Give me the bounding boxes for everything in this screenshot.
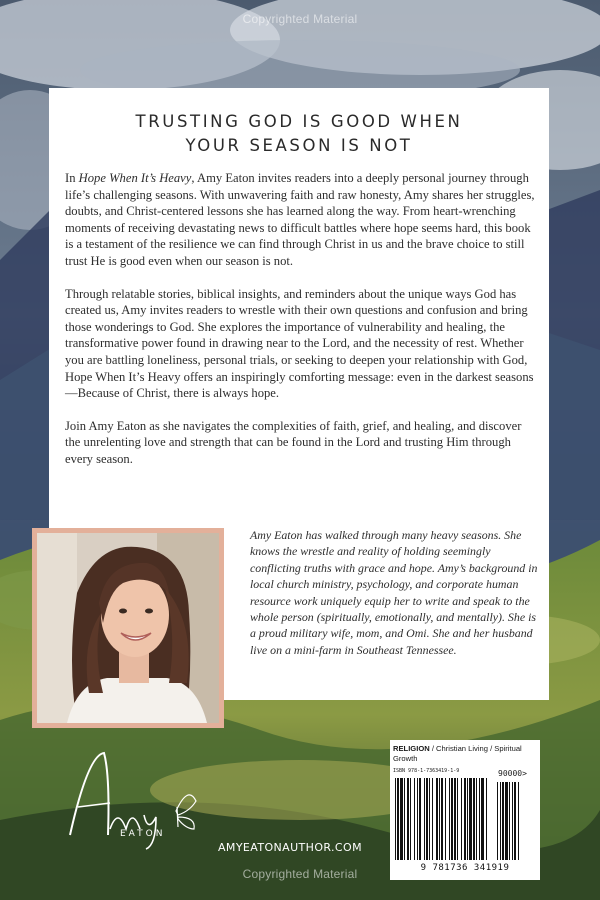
addon-barcode-bar: [509, 782, 510, 860]
barcode-bar: [473, 778, 475, 860]
price-code: 90000>: [498, 769, 527, 778]
barcode-bar: [445, 778, 446, 860]
barcode-bar: [476, 778, 477, 860]
barcode-bar: [395, 778, 396, 860]
barcode-number: 9 781736 341919: [420, 863, 510, 873]
barcode-bar: [404, 778, 405, 860]
book-category: [393, 744, 537, 763]
addon-barcode-bar: [518, 782, 519, 860]
barcode-bar: [467, 778, 468, 860]
barcode-bar: [436, 778, 438, 860]
copyright-watermark-top: Copyrighted Material: [242, 12, 358, 26]
barcode-bar: [439, 778, 440, 860]
barcode-bar: [414, 778, 415, 860]
description-paragraph-3: Join Amy Eaton as she navigates the complexities of faith, grief, and healing, and discover the unrelenting love and strength that can be found in the Lord and trusting Him through every season.: [65, 418, 522, 466]
barcode-bar: [397, 778, 399, 860]
author-photo-frame: [32, 528, 224, 728]
barcode-bar: [479, 778, 480, 860]
barcode-bar: [469, 778, 472, 860]
book-title-italic: Hope When It’s Heavy: [78, 171, 192, 185]
barcode-bar: [449, 778, 450, 860]
barcode-bar: [417, 778, 418, 860]
description-panel: [49, 88, 549, 700]
barcode-icon: [393, 778, 537, 863]
addon-barcode-bar: [500, 782, 501, 860]
barcode-bar: [457, 778, 458, 860]
author-portrait-image: [37, 533, 219, 723]
barcode-bar: [486, 778, 487, 860]
barcode-bar: [400, 778, 403, 860]
addon-barcode-bar: [505, 782, 508, 860]
addon-barcode-bar: [502, 782, 504, 860]
headline-line-2: YOUR SEASON IS NOT: [185, 136, 413, 155]
isbn-barcode-box: [390, 740, 540, 880]
barcode-bar: [419, 778, 421, 860]
barcode-bar: [441, 778, 443, 860]
addon-barcode-bar: [512, 782, 513, 860]
barcode-bar: [407, 778, 409, 860]
copyright-watermark-bottom: Copyrighted Material: [242, 867, 358, 881]
addon-barcode-bar: [497, 782, 498, 860]
author-bio: Amy Eaton has walked through many heavy seasons. She knows the wrestle and reality of holding seemingly conflicting truths with grace and hope. Amy’s background in local church ministry, psychology, and corporate human resource work uniquely equip her to write and speak to the whole person (spiritually, emotionally, and mentally). She is a proud military wife, mom, and Omi. She and her husband live on a mini-farm in Southeast Tennessee.: [250, 528, 538, 657]
barcode-bar: [451, 778, 453, 860]
addon-barcode-bar: [514, 782, 516, 860]
description-body: [65, 170, 535, 484]
category-rest: / Christian Living / Spiritual Growth: [393, 744, 522, 763]
barcode-bar: [481, 778, 484, 860]
description-paragraph-2: Through relatable stories, biblical insights, and reminders about the unique ways God has created us, Amy invites readers to wrestle with their own questions and confusion and bring those wonderings to God. She explores the importance of vulnerability and healing, the transformative power found in drawing near to the Lord, and the necessity of rest. Whether you are battling loneliness, personal trials, or seeking to deepen your relationship with God, Hope When It’s Heavy offers an inspiringly comforting message: even in the darkest seasons—Because of Christ, there is always hope.: [65, 286, 534, 401]
barcode-bar: [464, 778, 466, 860]
barcode-bar: [454, 778, 456, 860]
p1-rest: , Amy Eaton invites readers into a deeply personal journey through life’s challenging seasons. With unwavering faith and raw honesty, Amy shares her struggles, doubts, and Christ-centered lessons she has learned along the way. From heart-wrenching moments of receiving devastating news to difficult battles where hope seems hard, this book is a testament of the resilience we can find through Christ in us and the brave choice to still trust He is good even when our season is not.: [65, 171, 535, 268]
barcode-bar: [432, 778, 433, 860]
barcode-bar: [461, 778, 462, 860]
back-cover-headline: [49, 110, 549, 158]
headline-line-1: TRUSTING GOD IS GOOD WHEN: [135, 112, 463, 131]
author-photo: [37, 533, 219, 723]
barcode-bar: [410, 778, 411, 860]
p1-prefix: In: [65, 171, 79, 185]
author-signature-logo: [48, 745, 208, 855]
barcode-bar: [426, 778, 428, 860]
barcode-bar: [429, 778, 430, 860]
category-bold: RELIGION: [393, 744, 430, 753]
signature-last-name: EATON: [120, 829, 166, 839]
barcode-bar: [424, 778, 425, 860]
isbn-label: ISBN 978-1-7363419-1-9: [393, 768, 460, 774]
description-paragraph-1: [65, 170, 535, 270]
author-website: AMYEATONAUTHOR.COM: [218, 841, 362, 854]
